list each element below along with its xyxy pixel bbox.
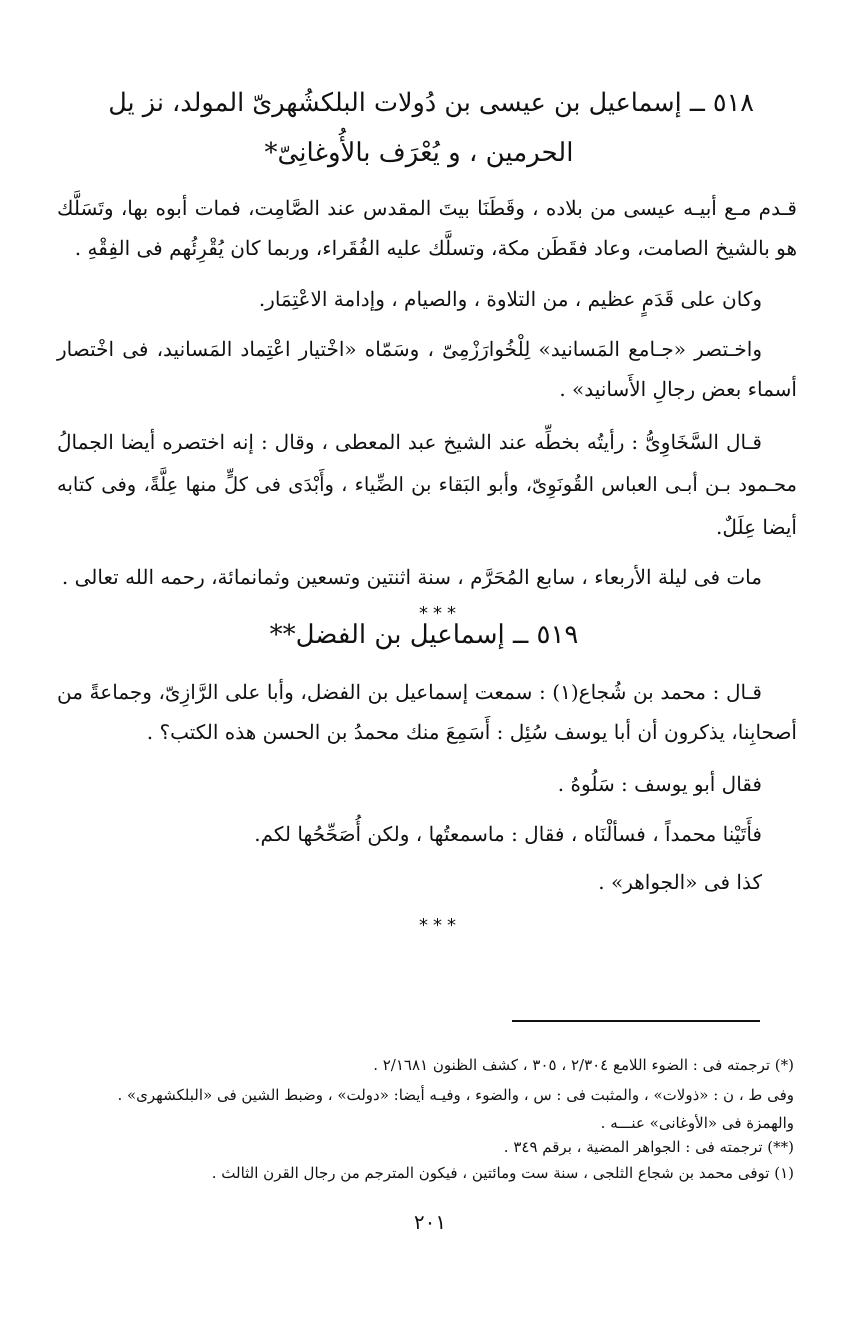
entry-518-paragraph-5: مات فى ليلة الأربعاء ، سابع المُحَرَّم ، سنة اثنتين وتسعين وثمانمائة، رحمه الله تعالى . [61,565,762,589]
entry-518-paragraph-3-line2: أسماء بعض رجالِ الأَسانيد» . [559,377,797,401]
separator-asterisks-end: *** [419,915,461,936]
footnote-rule [512,1020,760,1022]
entry-518-paragraph-1-line2: هو بالشيخ الصامت، وعاد فقَطَن مكة، وتسلَّك عليه الفُقَراء، وربما كان يُقْرِئُهم فى الفِقْهِ . [74,236,797,260]
entry-518-heading-line1: ٥١٨ ــ إسماعيل بن عيسى بن دُولات البلكشُهرىّ المولد، نز يل [108,88,754,118]
entry-518-paragraph-4-line1: قـال السَّخَاوِىُّ : رأيتُه بخطِّه عند الشيخ عبد المعطى ، وقال : إنه اختصره أيضا الجمالُ [57,430,762,454]
entry-518-heading-line2: الحرمين ، و يُعْرَف بالأُوغانِىّ* [264,138,574,168]
entry-519-paragraph-1-line1: قـال : محمد بن شُجاع(١) : سمعت إسماعيل بن الفضل، وأبا على الرَّازِىّ، وجماعةً من [57,680,762,704]
page-number: ٢٠١ [413,1210,447,1234]
footnote-2: (**) ترجمته فى : الجواهر المضية ، برقم ٣٤٩ . [503,1138,794,1156]
entry-518-paragraph-1-line1: قـدم مـع أبيـه عيسى من بلاده ، وقَطَنَا بيتَ المقدس عند الصَّامِت، فمات أبوه بها، وتَسَلَّك [57,196,797,220]
entry-518-paragraph-4-line3: أيضا عِلَلٌ. [716,515,797,539]
footnote-1-line1: (*) ترجمته فى : الضوء اللامع ٢/٣٠٤ ، ٣٠٥ ، كشف الظنون ٢/١٦٨١ . [373,1056,794,1074]
footnote-1-line3: والهمزة فى «الأوغانى» عنـــه . [600,1114,794,1132]
entry-518-paragraph-2: وكان على قَدَمٍ عظيم ، من التلاوة ، والصيام ، وإدامة الاعْتِمَار. [258,287,762,311]
entry-519-paragraph-4: كذا فى «الجواهر» . [598,870,762,894]
separator-asterisks: *** [419,603,461,624]
entry-519-paragraph-3: فأَتَيْنا محمداً ، فسألْنَاه ، فقال : ماسمعتُها ، ولكن أُصَحِّحُها لكم. [254,822,762,846]
footnote-3: (١) توفى محمد بن شجاع الثلجى ، سنة ست ومائتين ، فيكون المترجم من رجال القرن الثالث . [211,1164,794,1182]
entry-518-paragraph-4-line2: محـمود بـن أبـى العباس القُونَوِىّ، وأبو البَقاء بن الضِّياء ، وأَبْدَى فى كلٍّ منها عِلَّةً، وفى كتابه [57,473,797,496]
entry-519-paragraph-1-line2: أصحابِنا، يذكرون أن أبا يوسف سُئِل : أَسَمِعَ منك محمدُ بن الحسن هذه الكتب؟ . [146,720,797,744]
footnote-1-line2: وفى ط ، ن : «ذولات» ، والمثبت فى : س ، والضوء ، وفيـه أيضا: «دولت» ، وضبط الشين فى «البلكشهرى» . [117,1086,794,1104]
entry-518-paragraph-3-line1: واخـتصر «جـامع المَسانيد» لِلْخُوارَزْمِىّ ، وسَمّاه «اخْتيار اعْتِماد المَسانيد، فى اخْتصار [57,337,762,361]
entry-519-heading: ٥١٩ ــ إسماعيل بن الفضل** [269,620,579,650]
entry-519-paragraph-2: فقال أبو يوسف : سَلُوهُ . [557,772,762,796]
